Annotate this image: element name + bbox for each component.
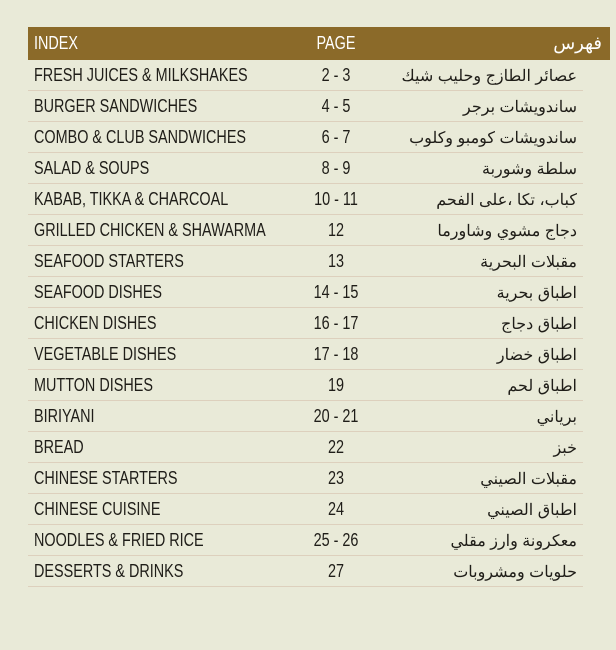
section-name-english: MUTTON DISHES xyxy=(34,375,153,395)
page-number: 16 - 17 xyxy=(313,313,359,333)
section-name-arabic: اطباق الصيني xyxy=(487,502,577,519)
index-table xyxy=(28,60,583,587)
table-row[interactable] xyxy=(28,432,583,463)
section-name-arabic: خبز xyxy=(553,440,577,457)
section-name-arabic: مقبلات الصيني xyxy=(480,471,577,488)
page-number: 22 xyxy=(327,437,345,457)
page-number: 24 xyxy=(327,499,345,519)
section-name-arabic: حلويات ومشروبات xyxy=(453,564,577,581)
page-number: 14 - 15 xyxy=(313,282,359,302)
table-row[interactable] xyxy=(28,277,583,308)
section-name-arabic: اطباق لحم xyxy=(507,378,577,395)
table-row[interactable] xyxy=(28,494,583,525)
page-number: 12 xyxy=(327,220,345,240)
section-name-english: COMBO & CLUB SANDWICHES xyxy=(34,127,247,147)
page-number: 4 - 5 xyxy=(321,96,351,116)
page-number: 27 xyxy=(327,561,345,581)
page-number: 10 - 11 xyxy=(314,189,358,209)
table-row[interactable] xyxy=(28,184,583,215)
table-row[interactable] xyxy=(28,370,583,401)
page-number: 20 - 21 xyxy=(313,406,359,426)
section-name-english: DESSERTS & DRINKS xyxy=(34,561,184,581)
page-number: 8 - 9 xyxy=(321,158,351,178)
section-name-arabic: سلطة وشوربة xyxy=(481,161,577,178)
section-name-english: SEAFOOD DISHES xyxy=(34,282,163,302)
section-name-english: NOODLES & FRIED RICE xyxy=(34,530,204,550)
section-name-english: BREAD xyxy=(34,437,84,457)
section-name-arabic: برياني xyxy=(536,409,577,426)
section-name-arabic: كباب، تكا ،على الفحم xyxy=(436,192,577,209)
table-row[interactable] xyxy=(28,60,583,91)
table-row[interactable] xyxy=(28,122,583,153)
table-row[interactable] xyxy=(28,339,583,370)
section-name-english: GRILLED CHICKEN & SHAWARMA xyxy=(34,220,266,240)
section-name-arabic: عصائر الطازج وحليب شيك xyxy=(401,68,577,85)
section-name-arabic: اطباق بحرية xyxy=(496,285,577,302)
section-name-english: FRESH JUICES & MILKSHAKES xyxy=(34,65,248,85)
table-row[interactable] xyxy=(28,401,583,432)
section-name-english: BURGER SANDWICHES xyxy=(34,96,198,116)
section-name-english: VEGETABLE DISHES xyxy=(34,344,177,364)
table-row[interactable] xyxy=(28,246,583,277)
section-name-english: SALAD & SOUPS xyxy=(34,158,150,178)
section-name-arabic: اطباق دجاج xyxy=(501,316,577,333)
table-row[interactable] xyxy=(28,215,583,246)
index-header xyxy=(28,27,610,60)
section-name-english: BIRIYANI xyxy=(34,406,95,426)
section-name-arabic: دجاج مشوي وشاورما xyxy=(437,223,577,240)
page-number: 6 - 7 xyxy=(321,127,351,147)
table-row[interactable] xyxy=(28,308,583,339)
header-page-label: PAGE xyxy=(316,33,356,53)
page-number: 13 xyxy=(327,251,345,271)
page-number: 19 xyxy=(327,375,345,395)
page-number: 2 - 3 xyxy=(321,65,351,85)
section-name-english: SEAFOOD STARTERS xyxy=(34,251,184,271)
section-name-english: CHICKEN DISHES xyxy=(34,313,157,333)
table-row[interactable] xyxy=(28,463,583,494)
page-number: 17 - 18 xyxy=(313,344,359,364)
table-row[interactable] xyxy=(28,91,583,122)
section-name-arabic: مقبلات البحرية xyxy=(480,254,577,271)
header-arabic-label: فهرس xyxy=(553,33,602,53)
table-row[interactable] xyxy=(28,525,583,556)
section-name-arabic: معكرونة وارز مقلي xyxy=(450,533,577,550)
page-number: 23 xyxy=(327,468,345,488)
section-name-arabic: ساندويشات كومبو وكلوب xyxy=(409,130,577,147)
table-row[interactable] xyxy=(28,153,583,184)
section-name-english: CHINESE CUISINE xyxy=(34,499,161,519)
section-name-english: KABAB, TIKKA & CHARCOAL xyxy=(34,189,229,209)
section-name-arabic: اطباق خضار xyxy=(496,347,577,364)
header-index-label: INDEX xyxy=(34,33,79,53)
section-name-english: CHINESE STARTERS xyxy=(34,468,178,488)
section-name-arabic: ساندويشات برجر xyxy=(463,99,577,116)
table-row[interactable] xyxy=(28,556,583,587)
page-number: 25 - 26 xyxy=(313,530,359,550)
